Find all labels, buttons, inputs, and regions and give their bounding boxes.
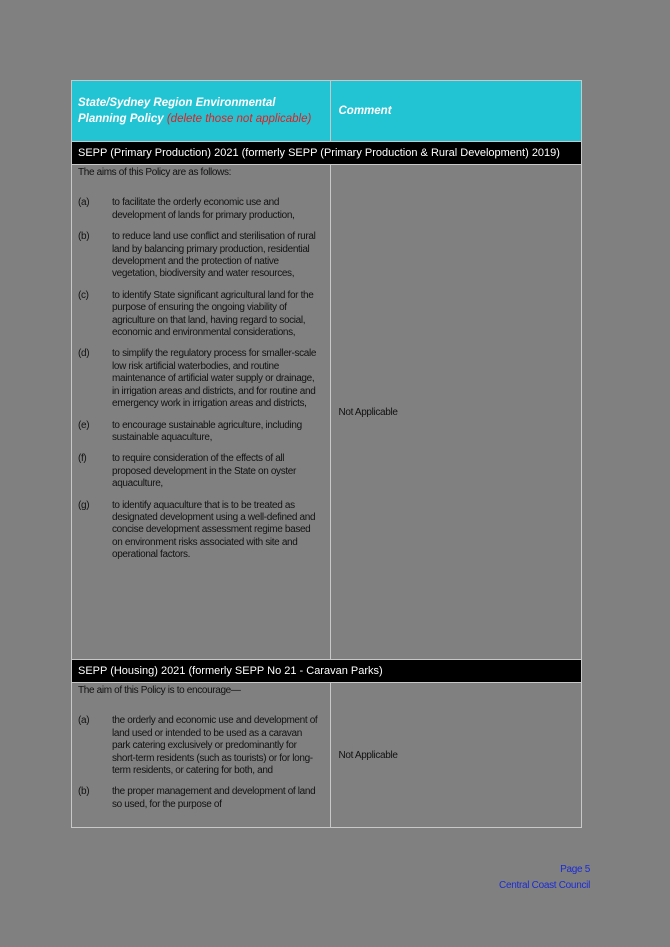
aim-text: to encourage sustainable agriculture, including sustainable aquaculture, bbox=[112, 419, 302, 443]
policy-column-header bbox=[72, 81, 331, 142]
sepp-table bbox=[71, 80, 582, 828]
aim-text: the proper management and development of land so used, for the purpose of bbox=[112, 786, 316, 810]
organisation-name: Central Coast Council bbox=[499, 880, 590, 891]
aim-text: to reduce land use conflict and sterilisation of rural land by balancing primary production, residential development and the protection of native vegetation, biodiversity and water resources, bbox=[112, 231, 316, 280]
aim-text: to identify aquaculture that is to be treated as designated development using a well-defined and concise development assessment regime based on environment risks associated with site and operational factors. bbox=[112, 499, 316, 561]
aim-item bbox=[78, 715, 325, 777]
aim-label: (a) bbox=[78, 197, 90, 209]
aim-item bbox=[78, 290, 325, 340]
aim-label: (f) bbox=[78, 453, 87, 465]
policy-aims-cell bbox=[72, 165, 331, 660]
aim-item bbox=[78, 453, 325, 490]
section-title-row bbox=[72, 660, 582, 683]
aims-intro: The aims of this Policy are as follows: bbox=[78, 167, 232, 178]
aim-text: to identify State significant agricultural land for the purpose of ensuring the ongoing viability of agriculture on that land, having regard to social, economic and environmental considerations, bbox=[112, 289, 314, 339]
comment-cell: Not Applicable bbox=[330, 683, 582, 828]
aim-text: to require consideration of the effects of all proposed development in the State on oyster aquaculture, bbox=[112, 453, 296, 490]
aim-text: the orderly and economic use and development of land used or intended to be used as a caravan park catering exclusively or predominantly for short-term residents (such as tourists) or for long-term residents, or catering for both, and bbox=[112, 715, 318, 777]
aim-text: to simplify the regulatory process for smaller-scale low risk artificial waterbodies, and routine maintenance of artificial water supply or drainage, in irrigation areas and districts, and for routine and emergency work in irrigation areas and districts, bbox=[112, 348, 317, 410]
aim-label: (g) bbox=[78, 499, 90, 511]
aim-item bbox=[78, 786, 325, 811]
aims-intro: The aim of this Policy is to encourage— bbox=[78, 685, 241, 696]
comment-column-header: Comment bbox=[330, 81, 582, 142]
aim-label: (b) bbox=[78, 231, 90, 243]
aim-item bbox=[78, 500, 325, 562]
comment-cell: Not Applicable bbox=[330, 165, 582, 660]
table-header-row bbox=[72, 81, 582, 142]
section-title: SEPP (Housing) 2021 (formerly SEPP No 21 - Caravan Parks) bbox=[72, 660, 582, 683]
aim-item bbox=[78, 231, 325, 281]
aim-item bbox=[78, 197, 325, 222]
page-number: Page 5 bbox=[560, 864, 590, 875]
section-title: SEPP (Primary Production) 2021 (formerly SEPP (Primary Production & Rural Development) 2019) bbox=[72, 142, 582, 165]
table-row bbox=[72, 165, 582, 660]
aim-label: (d) bbox=[78, 348, 90, 360]
aim-label: (a) bbox=[78, 715, 90, 727]
aim-text: to facilitate the orderly economic use and development of lands for primary production, bbox=[112, 197, 295, 221]
aim-label: (b) bbox=[78, 786, 90, 798]
aim-label: (e) bbox=[78, 419, 90, 431]
aim-item bbox=[78, 420, 325, 445]
policy-column-title: State/Sydney Region Environmental Planning Policy bbox=[78, 97, 276, 125]
policy-aims-cell bbox=[72, 683, 331, 828]
section-title-row bbox=[72, 142, 582, 165]
aim-item bbox=[78, 348, 325, 410]
aim-label: (c) bbox=[78, 289, 89, 301]
table-row bbox=[72, 683, 582, 828]
policy-column-note: (delete those not applicable) bbox=[166, 113, 312, 125]
